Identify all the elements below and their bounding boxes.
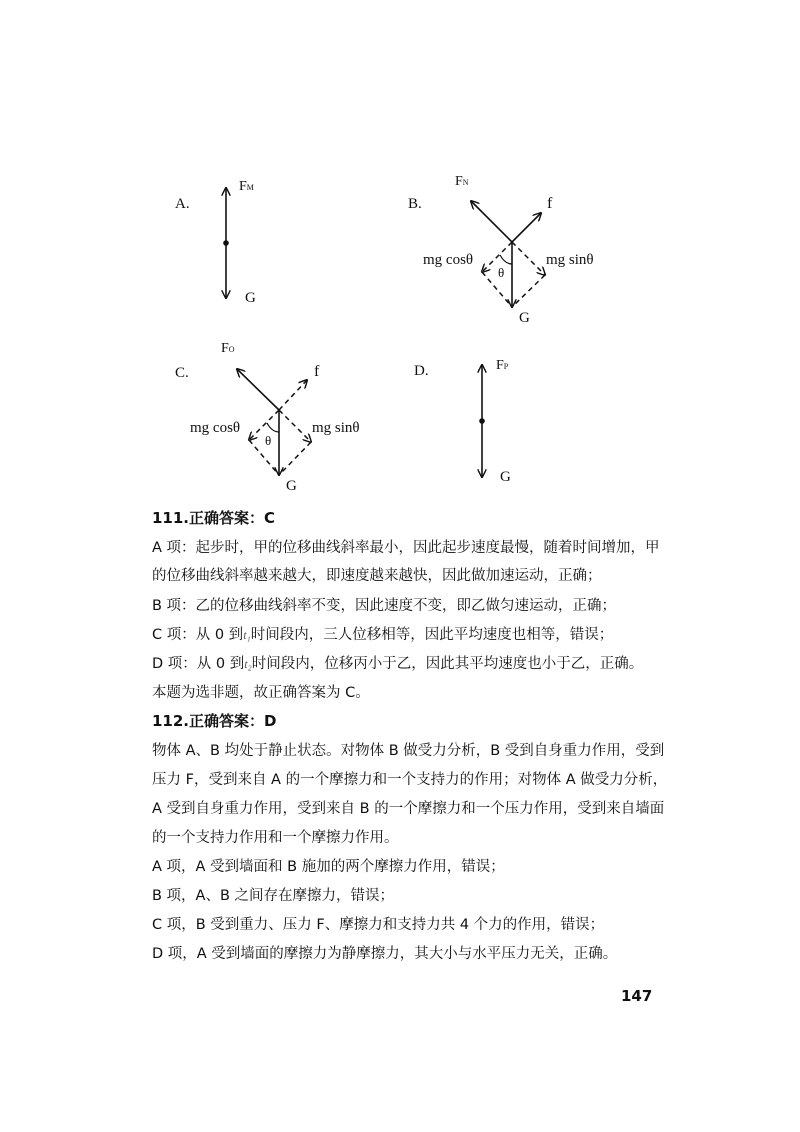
- q112-d-line: D 项，A 受到墙面的摩擦力为静摩擦力，其大小与水平压力无关，正确。: [152, 946, 618, 962]
- component-cos-line: [482, 242, 512, 272]
- angle-arc: [500, 255, 512, 264]
- q112-paragraph-line4: 的一个支持力作用和一个摩擦力作用。: [152, 830, 399, 846]
- gravity-label: G: [500, 469, 511, 485]
- diagram-a-letter: A.: [175, 196, 190, 212]
- component-sin-line: [512, 242, 545, 275]
- page-number: 147: [621, 987, 653, 1005]
- theta-label: θ: [265, 433, 272, 448]
- diagram-b: [408, 174, 594, 326]
- mg-sin-label: mg sinθ: [312, 420, 360, 436]
- q112-paragraph-line1: 物体 A、B 均处于静止状态。对物体 B 做受力分析，B 受到自身重力作用，受到: [152, 743, 665, 759]
- q112-c-line: C 项，B 受到重力、压力 F、摩擦力和支持力共 4 个力的作用，错误；: [152, 917, 605, 933]
- q111-a-line1: A 项：起步时，甲的位移曲线斜率最小，因此起步速度最慢，随着时间增加，甲: [152, 540, 660, 556]
- force-label: FM: [239, 179, 254, 194]
- center-point: [223, 240, 229, 246]
- diagram-b-letter: B.: [408, 196, 422, 212]
- diagram-c-letter: C.: [175, 365, 189, 381]
- q111-header: 111.正确答案：C: [152, 509, 276, 527]
- force-label: FP: [496, 358, 509, 373]
- component-sin-line: [279, 410, 311, 442]
- normal-force-arrow: [237, 369, 279, 410]
- force-diagrams: [0, 0, 800, 500]
- parallelogram-dash-left: [482, 272, 512, 307]
- variable-t2: t₂: [244, 657, 252, 671]
- q112-b-line: B 项，A、B 之间存在摩擦力，错误；: [152, 888, 395, 904]
- gravity-label: G: [286, 478, 297, 494]
- normal-force-label: FO: [221, 341, 235, 356]
- friction-arrow: [512, 213, 541, 242]
- q111-d-line: D 项：从 0 到t₂时间段内，位移丙小于乙，因此其平均速度也小于乙，正确。: [152, 656, 644, 672]
- mg-cos-label: mg cosθ: [190, 420, 241, 436]
- center-point: [479, 418, 485, 424]
- friction-label: f: [547, 195, 553, 212]
- q112-paragraph-line2: 压力 F，受到来自 A 的一个摩擦力和一个支持力的作用；对物体 A 做受力分析，: [152, 772, 668, 788]
- q112-a-line: A 项，A 受到墙面和 B 施加的两个摩擦力作用，错误；: [152, 859, 505, 875]
- variable-t1: t₁: [243, 628, 251, 642]
- parallelogram-dash-right: [512, 275, 545, 307]
- q111-c-line: C 项：从 0 到t₁时间段内，三人位移相等，因此平均速度也相等，错误；: [152, 627, 614, 643]
- parallelogram-dash-left: [249, 440, 279, 475]
- component-cos-line: [249, 410, 279, 440]
- diagram-d-letter: D.: [414, 363, 429, 379]
- friction-arrow-dashed: [279, 380, 307, 410]
- q111-b-line: B 项：乙的位移曲线斜率不变，因此速度不变，即乙做匀速运动，正确；: [152, 598, 617, 614]
- angle-arc: [267, 423, 279, 432]
- friction-label: f: [314, 363, 320, 380]
- q112-header: 112.正确答案：D: [152, 712, 277, 730]
- mg-cos-label: mg cosθ: [423, 252, 474, 268]
- mg-sin-label: mg sinθ: [546, 252, 594, 268]
- q112-paragraph-line3: A 受到自身重力作用，受到来自 B 的一个摩擦力和一个压力作用，受到来自墙面: [152, 801, 665, 817]
- gravity-label: G: [245, 290, 256, 306]
- q111-conclusion: 本题为选非题，故正确答案为 C。: [152, 685, 370, 701]
- diagram-c: [175, 341, 360, 494]
- normal-force-arrow: [471, 201, 512, 242]
- diagram-d: [414, 358, 511, 485]
- theta-label: θ: [498, 265, 505, 280]
- parallelogram-dash-right: [279, 442, 311, 475]
- q111-a-line2: 的位移曲线斜率越来越大，即速度越来越快，因此做加速运动，正确；: [152, 568, 602, 584]
- gravity-label: G: [519, 310, 530, 326]
- diagram-a: [175, 179, 256, 306]
- normal-force-label: FN: [455, 174, 469, 189]
